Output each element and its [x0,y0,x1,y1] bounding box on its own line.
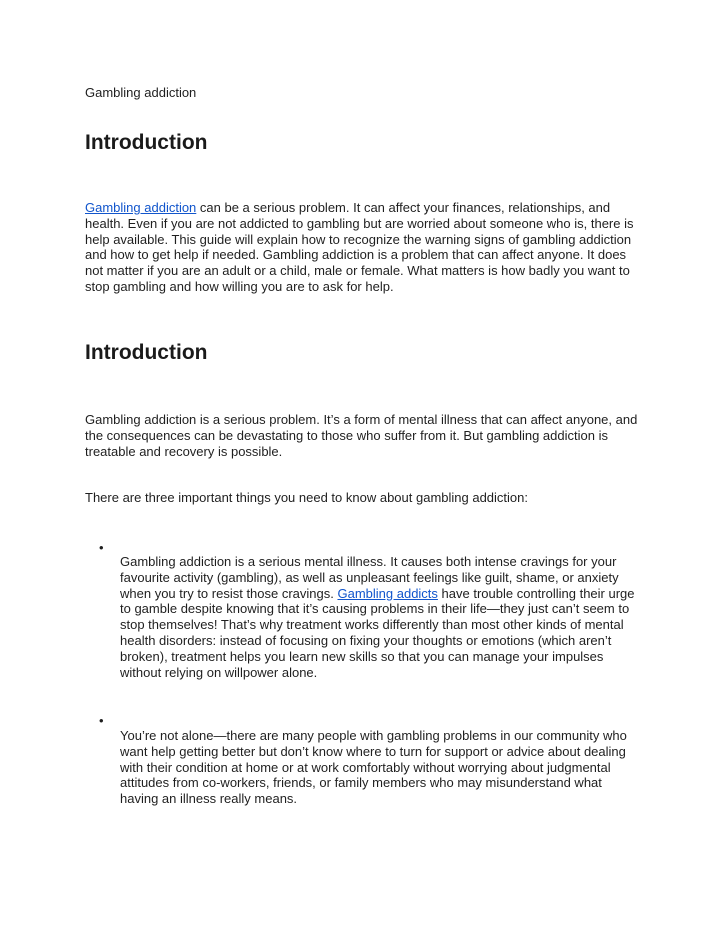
list-item-1-text-b: have trouble controlling their urge to gamble despite knowing that it’s causing problems in their life—they just can’t seem to stop themselves! That’s why treatment works differently than most other kinds of mental health disorders: instead of focusing on fixing your thoughts or emotions (which aren’t broken), treatment helps you learn new skills so that you can manage your impulses without relying on willpower alone. [120,585,635,680]
bullet-1: • [99,540,104,555]
list-item-2: You’re not alone—there are many people with gambling problems in our community who want help getting better but don’t know where to turn for support or advice about dealing with their condition at home or at work comfortably without worrying about judgmental attitudes from co-workers, friends, or family members who may misunderstand what having an illness really means. [120,728,627,807]
list-item-1-text-a: Gambling addiction is a serious mental illness. It causes both intense cravings for your favourite activity (gambling), as well as unpleasant feelings like guilt, shame, or anxiety when you try to resist those cravings. [120,554,619,601]
document-title: Gambling addiction [85,85,197,100]
section-heading-1: Introduction [85,131,208,154]
intro-paragraph-2: Gambling addiction is a serious problem. It’s a form of mental illness that can affect anyone, and the consequences can be devastating to those who suffer from it. But gambling addiction is treatable and recovery is possible. [85,412,638,459]
gambling-addicts-link[interactable]: Gambling addicts [337,585,438,601]
three-things-paragraph: There are three important things you need to know about gambling addiction: [85,490,528,505]
gambling-addiction-link[interactable]: Gambling addiction [85,200,197,215]
intro-paragraph-1 [85,200,640,295]
intro-paragraph-1-text: can be a serious problem. It can affect your finances, relationships, and health. Even if you are not addicted to gambling but are worried about someone who is, there is help available. This guide will explain how to recognize the warning signs of gambling addiction and how to get help if needed. Gambling addiction is a problem that can affect anyone. It does not matter if you are an adult or a child, male or female. What matters is how badly you want to stop gambling and how willing you are to ask for help. [85,200,634,294]
list-item-1 [120,554,635,680]
bullet-2: • [99,713,104,728]
section-heading-2: Introduction [85,341,208,364]
